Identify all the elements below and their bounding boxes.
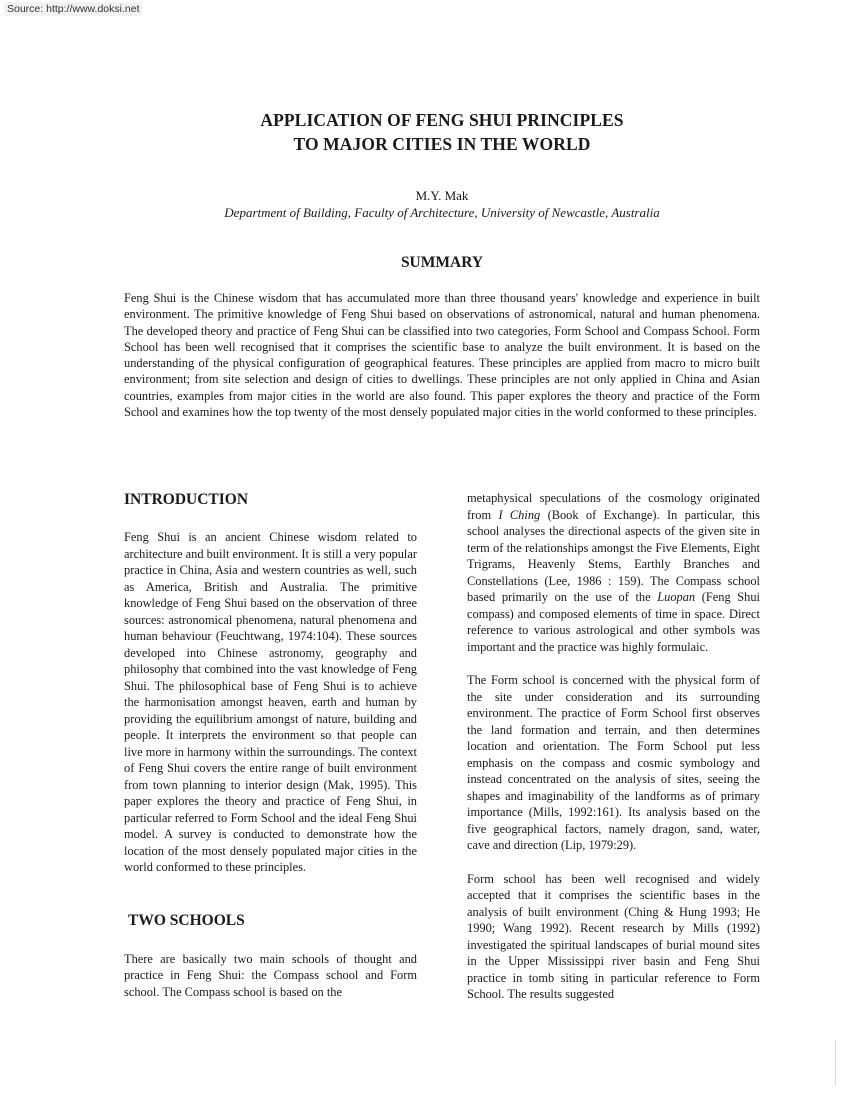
title-line-1: APPLICATION OF FENG SHUI PRINCIPLES <box>260 110 624 130</box>
two-schools-paragraph: There are basically two main schools of thought and practice in Feng Shui: the Compass school and Form school. The Compass school is based on the <box>124 951 417 999</box>
scan-edge-mark <box>835 1040 836 1086</box>
form-school-paragraph: The Form school is concerned with the physical form of the site under consideration and its surrounding environment. The practice of Form School first observes the land formation and terrain, and then determines location and orientation. The Form School put less emphasis on the compass and cosmic symbology and instead concentrated on the analysis of sites, seeing the shapes and imaginability of the landforms as of primary importance (Mills, 1992:161). Its analysis based on the five geographical factors, namely dragon, sand, water, cave and direction (Lip, 1979:29). <box>467 673 760 852</box>
title-line-2: TO MAJOR CITIES IN THE WORLD <box>293 134 591 154</box>
i-ching-term: I Ching <box>498 507 541 522</box>
luopan-term: Luopan <box>657 590 696 604</box>
right-column <box>467 490 760 1003</box>
affiliation: Department of Building, Faculty of Architecture, University of Newcastle, Australia <box>224 205 660 220</box>
summary-paragraph: Feng Shui is the Chinese wisdom that has accumulated more than three thousand years' knowledge and experience in built environment. The primitive knowledge of Feng Shui based on observations of astronomical, natural and human phenomena. The developed theory and practice of Feng Shui can be classified into two categories, Form School and Compass School. Form School has been well recognised that it comprises the scientific base to analyze the built environment. It is based on the understanding of the physical configuration of geographical features. These principles are applied from macro to micro built environment; from site selection and design of cities to dwellings. These principles are not only applied in China and Asian countries, examples from major cities in the world are also found. This paper explores the theory and practice of the Form School and examines how the top twenty of the most densely populated major cities in the world conformed to these principles. <box>124 291 760 420</box>
introduction-paragraph: Feng Shui is an ancient Chinese wisdom related to architecture and built environment. It is still a very popular practice in China, Asia and western countries as well, such as America, British and Australia. The primitive knowledge of Feng Shui based on the observation of three sources: astronomical phenomena, natural phenomena and human behaviour (Feuchtwang, 1974:104). These sources developed into Chinese astronomy, geography and philosophy that combined into the vast knowledge of Feng Shui. The philosophical base of Feng Shui is to achieve the harmonisation amongst heaven, earth and human by providing the equilibrium amongst of nature, building and people. It interprets the environment so that people can live more in harmony within the surroundings. The context of Feng Shui covers the entire range of built environment from town planning to interior design (Mak, 1995). This paper explores the theory and practice of Feng Shui, in particular referred to Form School and the ideal Feng Shui model. A survey is conducted to demonstrate how the location of the most densely populated major cities in the world conformed to these principles. <box>124 530 417 874</box>
two-schools-heading: TWO SCHOOLS <box>128 911 245 929</box>
summary-heading: SUMMARY <box>400 254 484 271</box>
compass-school-paragraph <box>467 490 760 655</box>
compass-text-b: (Book of Exchange). In particular, this school analyses the directional aspects of the given site in term of the relationships amongst the Five Elements, Eight Trigrams, Heavenly Stems, Earthly Branches and Constellations (Lee, 1986 : 159). The Compass school based primarily on the use of the <box>467 507 760 604</box>
form-school-research-paragraph: Form school has been well recognised and widely accepted that it comprises the scientific bases in the analysis of built environment (Ching & Hung 1993; He 1990; Wang 1992). Recent research by Mills (1992) investigated the spiritual landscapes of burial mound sites in the Upper Mississippi river basin and Feng Shui practice in tomb siting in particular reference to Form School. The results suggested <box>467 871 760 1001</box>
introduction-heading: INTRODUCTION <box>124 491 249 508</box>
author: M.Y. Mak <box>415 188 469 203</box>
source-label: Source: http://www.doksi.net <box>4 2 142 16</box>
paper-title <box>0 108 850 156</box>
compass-text-a: metaphysical speculations of the cosmology originated from <box>467 491 760 522</box>
left-column <box>124 490 417 1000</box>
compass-text-c: (Feng Shui compass) and composed elements of time in space. Direct reference to various astrological and other symbols was important and the practice was highly formulaic. <box>467 590 760 654</box>
